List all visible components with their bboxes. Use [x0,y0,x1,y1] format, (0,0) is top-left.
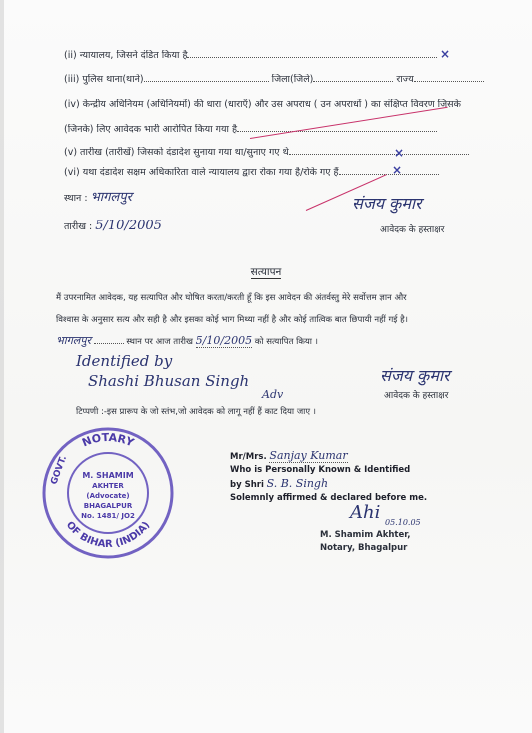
stamp-left-text: GOVT. [49,454,70,487]
notary-line-1 [230,449,450,464]
verification-applicant-signature: संजय कुमार [380,366,450,385]
cross-mark: × [392,163,403,177]
item-district-label: जिला(जिले) [271,74,314,85]
item-date-label: (v) तारीख (तारीखें) जिसको दंडादेश सुनाया गया था/सुनाए गए थे [64,147,289,158]
note-text: टिप्पणी :-इस प्रारूप के जो स्तंभ,जो आवेदक को लागू नहीं हैं काट दिया जाए । [76,407,316,417]
dotted-fill [144,81,269,82]
verification-paragraph-1: मैं उपरनामित आवेदक, यह सत्यापित और घोषित करता/करती हूँ कि इस आवेदन की अंतर्वस्तु मेरे सर्वोत्तम ज्ञान और [56,293,407,303]
verification-place-value: भागलपुर [56,335,91,347]
identified-by-line-2: Shashi Bhusan Singh [88,372,250,390]
item-act-line-2 [64,124,514,136]
place-value: भागलपुर [90,192,132,205]
notary-line-2: Who is Personally Known & Identified [230,465,411,475]
stamp-role: (Advocate) [86,492,130,500]
item-stay-line [64,167,514,179]
notary-l1-value: Sanjay Kumar [269,449,348,462]
dotted-fill [414,81,484,82]
stamp-top-text: NOTARY [80,430,136,450]
notary-place: Notary, Bhagalpur [320,543,408,553]
item-date-line [64,147,514,159]
dotted-fill [339,174,439,175]
cross-mark: × [394,146,405,160]
notary-signature: Ahi [350,502,381,523]
page-edge [0,0,4,733]
stamp-city: BHAGALPUR [83,502,133,510]
notary-l3-prefix: by Shri [230,480,264,490]
stamp-reg: No. 1481/ JO2 [81,512,135,520]
stamp-name-2: AKHTER [92,482,124,490]
verification-place-row [56,335,516,348]
item-police-label: (iii) पुलिस थाना(थाने) [64,74,144,85]
item-act-label: (iv) केन्द्रीय अधिनियम (अधिनियमों) की धारा (धाराएँ) और उस अपराध ( उन अपराधों ) का संक्षिप्त विवरण जिसके [64,99,461,110]
date-label: तारीख : [64,221,93,232]
place-label: स्थान : [64,193,88,204]
identified-by-line-3: Adv [262,388,284,401]
notary-name: M. Shamim Akhter, [320,530,411,540]
verification-place-mid: स्थान पर आज तारीख [126,337,193,347]
item-court-label: (ii) न्यायालय, जिसने दंडित किया है [64,50,188,61]
notary-endorsement [230,449,450,505]
notary-l1-prefix: Mr/Mrs. [230,452,267,462]
notary-line-3 [230,477,450,492]
notary-line-4: Solemnly affirmed & declared before me. [230,493,428,503]
date-value: 5/10/2005 [95,220,162,233]
dotted-fill [187,57,437,58]
verification-applicant-caption: आवेदक के हस्ताक्षर [384,391,449,401]
cross-mark: × [440,47,451,61]
stamp-bottom-text: OF BIHAR (INDIA) [63,519,153,551]
stamp-name: M. SHAMIM [82,471,134,480]
verification-date-value: 5/10/2005 [195,335,253,347]
dotted-fill [289,154,469,155]
item-stay-label: (vi) यथा दंडादेश सक्षम अधिकारिता वाले न्यायालय द्वारा रोका गया है/रोके गए हैं [64,167,339,178]
item-police-line [64,74,514,86]
notary-seal-stamp [38,423,178,563]
verification-heading [0,265,532,279]
identified-by-line-1: Identified by [76,352,173,370]
place-row [64,192,264,205]
verification-place-end: को सत्यापित किया । [254,337,318,347]
verification-heading-text: सत्यापन [250,266,282,278]
dotted-fill [94,343,124,344]
notary-l3-value: S. B. Singh [266,477,329,490]
verification-paragraph-2: विश्वास के अनुसार सत्य और सही है और इसका कोई भाग मिथ्या नहीं है और कोई तात्विक बात छिपायी नहीं गई है। [56,315,408,325]
item-state-label: राज्य [396,74,414,85]
applicant-sign-caption: आवेदक के हस्ताक्षर [380,225,445,235]
dotted-fill [237,131,437,132]
item-act-line [64,99,514,111]
item-act-label-2: (जिनके) लिए आवेदक भारी आरोपित किया गया है [64,124,238,135]
date-row [64,220,264,233]
notary-sign-date: 05.10.05 [385,518,421,527]
applicant-signature: संजय कुमार [352,194,422,213]
dotted-fill [313,81,393,82]
